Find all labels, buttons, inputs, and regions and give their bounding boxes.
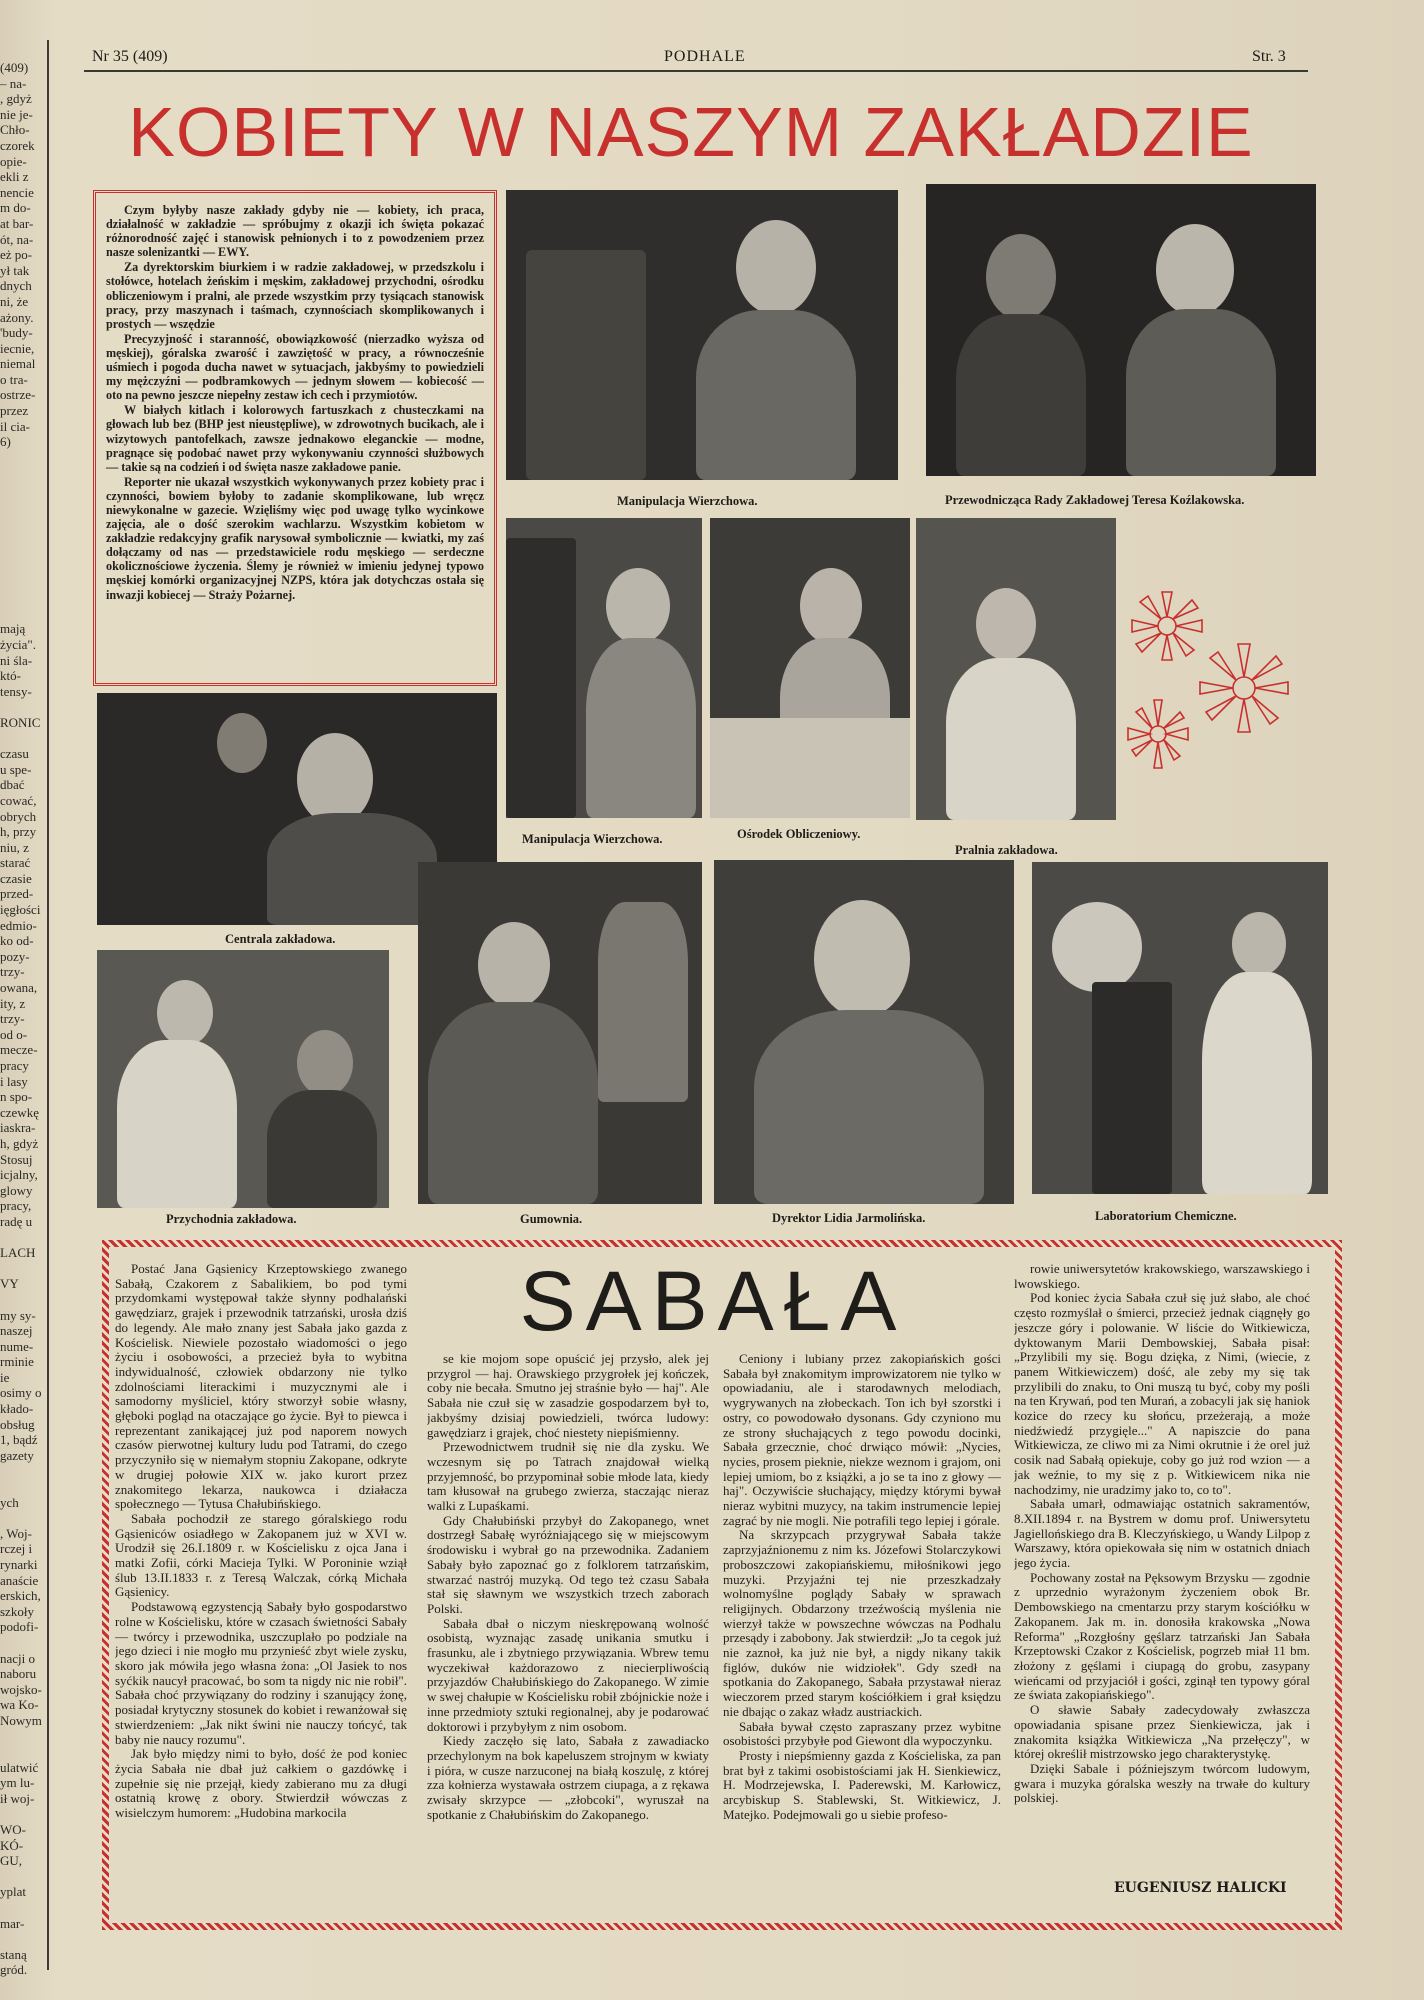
sabala-column-3 (723, 1352, 1001, 1908)
sabala-column-1 (115, 1262, 407, 1907)
intro-paragraph: Reporter nie ukazał wszystkich wykonywanych przez kobiety prac i czynności, bowiem byłoby to zadanie skomplikowane, lub wręcz niewykonalne w gazecie. Wzięliśmy więc pod uwagę tylko wycinkowe zajęcia, ale o dość szerokim wachlarzu. Wszystkim kobietom w zakładzie redakcyjny grafik narysował symbolicznie — kwiatki, my zaś dołączamy od nas — przedstawiciele rodu męskiego — serdeczne okolicznościowe życzenia. Ślemy je również w imieniu jedynej typowo męskiej komórki organizacyjnej NZPS, która jak dotychczas ostała się inwazji kobiecej — Straży Pożarnej. (106, 474, 484, 602)
intro-paragraph: Za dyrektorskim biurkiem i w radzie zakładowej, w przedszkolu i stołówce, hotelach żeńskim i męskim, zakładowej przychodni, ośrodku obliczeniowym i pralni, ale przede wszystkim przy tysiącach stanowisk pracy, przy maszynach i taśmach, czynnościach skomplikowanych i prostych — wszędzie (106, 260, 484, 331)
headline: KOBIETY W NASZYM ZAKŁADZIE (128, 93, 1254, 171)
intro-paragraph: W białych kitlach i kolorowych fartuszkach z chusteczkami na głowach lub bez (BHP jest nieustępliwe), w zdrowotnych bucikach, ale i wizytowych pantofelkach, zawsze jednakowo eleganckie — modne, pragnące się podobać nawet przy wykonywaniu czynności służbowych — takie są na codzień i od święta nasze zakładowe panie. (106, 403, 484, 474)
photo-przychodnia (97, 950, 389, 1208)
intro-paragraph: Czym byłyby nasze zakłady gdyby nie — kobiety, ich praca, działalność w zakładzie — spróbujmy z okazji ich święta pokazać różnorodność zajęć i stanowisk pełnionych i to z powodzeniem przez nasze solenizantki — EWY. (106, 203, 484, 260)
photo-osrodek (710, 518, 910, 818)
article-paragraph: Sabała dbał o niczym nieskrępowaną wolność osobistą, wyznając zasadę unikania smutku i frasunku, ale i zbytniego przywiązania. Wbrew temu wyczekiwał każdorazowo z niecierpliwością przyjazdów Chałubińskiego do Zakopanego. W zimie w swej chałupie w Kościelisku robił zbójnickie noże i inne przedmioty sztuki regionalnej, aby je podarować doktorowi i przybyłym z nim osobom. (427, 1615, 709, 1734)
article-paragraph: Prosty i niepśmienny gazda z Kościeliska, za pan brat był z takimi osobistościami jak H. Sienkiewicz, H. Modrzejewska, I. Paderewski, M. Karłowicz, arcybiskup S. Stablewski, St. Witkiewicz, J. Matejko. Podejmowali go u siebie profeso- (723, 1747, 1001, 1822)
caption-przewodniczaca: Przewodnicząca Rady Zakładowej Teresa Koźlakowska. (945, 493, 1245, 507)
caption-gumownia: Gumownia. (520, 1212, 583, 1226)
photo-laboratorium (1032, 862, 1328, 1194)
article-paragraph: Pod koniec życia Sabała czuł się już słabo, ale choć często rozmyślał o śmierci, przecież jednak ciągnęły go jeszcze góry i polowanie. W liście do Witkiewicza, dyktowanym Marii Dembowskiej, Sabała pisał: „Przylibili my się. Bogu dzięka, z Nimi, (wiecie, z panem Witkiewiczem) dość, ale zeby my się tak przylibili do znaku, to Oni muszą tu być, coby my pośli na ten Krywań, pod ten Murań, a zobacyli jak się haniok kozice do rzecy ku słońcu, przeżerają, a może niedźwiedź przygięle..." A napiszcie do pana Witkiewicza, ze cliwo mi za Nimi okrutnie i że orel już cosik nad Sabałą opiekuje, coby go już rod wzion — a jak weźnie, to my się z p. Witkiewicem nika nie nachodzimy, nie uradzimy jako to, co to". (1014, 1290, 1310, 1497)
article-paragraph: se kie mojom sope opuścić jej przysło, alek jej przygrol — haj. Orawskiego przygrołek jej kończek, coby nie becała. Smutno jej straśnie było — haj". Ale Sabała nie czuł się w zasadzie gospodarzem był to, jakbyśmy dzisiaj powiedzieli, twórca ludowy: gawędziarz i grajek, choć niestety niepiśmienny. (427, 1352, 709, 1440)
paper-name: PODHALE (664, 48, 746, 65)
caption-pralnia: Pralnia zakładowa. (955, 843, 1058, 857)
photo-dyrektor (714, 860, 1014, 1204)
photo-manipulacja-2 (506, 518, 702, 818)
caption-osrodek: Ośrodek Obliczeniowy. (737, 827, 861, 841)
article-paragraph: rowie uniwersytetów krakowskiego, warszawskiego i lwowskiego. (1014, 1262, 1310, 1291)
issue-number: Nr 35 (409) (92, 48, 168, 65)
sabala-column-2 (427, 1352, 709, 1908)
header-rule (84, 70, 1308, 72)
caption-dyrektor: Dyrektor Lidia Jarmolińska. (772, 1211, 926, 1225)
flower-drawing (1122, 588, 1312, 788)
article-paragraph: O sławie Sabały zadecydowały zwłaszcza opowiadania spisane przez Sienkiewicza, jak i znakomita książka Witkiewicza „Na przełęczy", w której określił mistrzowsko jego charakterystykę. (1014, 1702, 1310, 1762)
article-paragraph: Sabała bywał często zapraszany przez wybitne osobistości przybyłe pod Giewont dla wypoczynku. (723, 1718, 1001, 1749)
article-paragraph: Na skrzypcach przygrywał Sabała także zaprzyjaźnionemu z nim ks. Józefowi Stolarczykowi proboszczowi zakopiańskiemu, miłośnikowi jego muzyki. Przyjaźni tej nie przeszkadzały wolnomyślne poglądy Sabały w sprawach religijnych. Obdarzony trzeźwością myślenia nie wierzył także w powszechne wówczas na Podhalu przesądy i zabobony. Jak stwierdził: „Jo ta cegok już nie zaznoł, ka już nie był, a nigdy nikany takik figlów, duków nie widziołek". Gdy szedł na spotkania do Zakopanego, Sabała przystawał nieraz wieczorem przed starym kościółkiem i grał księdzu nie dbając o zakaz władz austriackich. (723, 1527, 1001, 1719)
article-paragraph: Podstawową egzystencją Sabały było gospodarstwo rolne w Kościelisku, które w czasach świetności Sabały — twórcy i przewodnika, uszczuplało po podziale na jego dzieci i nie mogło mu przynieść zbyt wiele zysku, skoro jak mówiła jego własna żona: „Ol Jasiek to nos syćkik naucył pracować, bo som ta nigdy nic nie robił". Sabała choć przywiązany do rodziny i szanujący żonę, posiadał krytyczny stosunek do kobiet i rewanżował się stwierdzeniem: „Jak nikt świni nie nauczy tońcyć, tak baby nie naucy rozumu". (115, 1599, 407, 1747)
article-paragraph: Jak było między nimi to było, dość że pod koniec życia Sabała nie dbał już całkiem o gazdówkę i zupełnie się nie przejął, kiedy zabierano mu za długi ostatnią krowę z obory. Stwierdził wówczas z wisielczym humorem: „Hudobina markocila (115, 1746, 407, 1821)
caption-manipulacja-1: Manipulacja Wierzchowa. (617, 494, 758, 508)
article-author: EUGENIUSZ HALICKI (1114, 1880, 1287, 1896)
article-paragraph: Pochowany został na Pęksowym Brzysku — zgodnie z uprzednio wyrażonym życzeniem obok Br. Dembowskiego na cmentarzu przy starym kościółku w Zakopanem. Jak m. in. donosiła krakowska „Nowa Reforma" „Rozgłośny gęślarz tatrzański Jan Sabała Krzeptowski Czakor z Kościelisk, pogrzeb miał 11 bm. złożony z gęślami i ciupagą do grobu, zasypany wieńcami od przyjaciół i gości, zginął ten typowy góral ze świata zakopiańskiego". (1014, 1569, 1310, 1703)
article-paragraph: Dzięki Sabale i późniejszym twórcom ludowym, gwara i muzyka góralska weszły na trwałe do kultury polskiej. (1014, 1760, 1310, 1806)
caption-przychodnia: Przychodnia zakładowa. (166, 1212, 297, 1226)
intro-box (93, 190, 497, 686)
article-paragraph: Kiedy zaczęło się lato, Sabała z zawadiacko przechylonym na bok kapeluszem strojnym w kwiaty i pióra, w cusze narzuconej na białą koszulę, z której zza kołnierza wystawała ostrzem ciupaga, a z rękawa zwisały skrzypce — „złobcoki", wyruszał na spotkanie z Chałubińskim do Zakopanego. (427, 1733, 709, 1822)
article-paragraph: Sabała pochodził ze starego góralskiego rodu Gąsieniców osiadłego w Zakopanem już w XVI w. Urodził się 26.I.1809 r. w Kościelisku z ojca Jana i matki Zofii, córki Macieja Tylki. W Poroninie wziął ślub 13.II.1833 r. z Teresą Walczak, córką Michała Gąsienicy. (115, 1510, 407, 1600)
sabala-column-4 (1014, 1262, 1310, 1874)
photo-pralnia (916, 518, 1116, 820)
article-paragraph: Sabała umarł, odmawiając ostatnich sakramentów, 8.XII.1894 r. na Bystrem w domu prof. Uniwersytetu Jagiellońskiego dra B. Kleczyńskiego, u Wandy Lilpop z Warszawy, która opiekowała się nim w ostatnich dniach jego życia. (1014, 1496, 1310, 1571)
article-paragraph: Gdy Chałubiński przybył do Zakopanego, wnet dostrzegł Sabałę wyróżniającego się w miejscowym środowisku i wybrał go na przewodnika. Zadaniem Sabały było zapoznać go z folklorem tatrzańskim, stwarzać nastrój muzyką. Od tego też czasu Sabała stał się sławnym we wszystkich trzech zaborach Polski. (427, 1512, 709, 1616)
gutter-rule (47, 40, 49, 1970)
caption-manipulacja-2: Manipulacja Wierzchowa. (522, 832, 663, 846)
article-paragraph: Ceniony i lubiany przez zakopiańskich gości Sabała był znakomitym improwizatorem nie tylko w opowiadaniu, ale i starodawnych melodiach, wygrywanych na złobeckach. Ton ich był szorstki i ostry, co powodowało dysonans. Gdy czyniono mu ze strony słuchających z tego powodu docinki, Sabała grzecznie, choć drwiąco mówił: „Nycies, nycies, prosem pieknie, niekze weznom i grajom, oni lepiej umiom, bo z książki, a jo se ta ino z głowy — haj". Oczywiście słuchający, między którymi bywał nieraz wybitni muzycy, na takim instrumencie lepiej zagrać by nie mogli. Nie potrafili tego lepiej i górale. (723, 1352, 1001, 1528)
caption-laboratorium: Laboratorium Chemiczne. (1095, 1209, 1237, 1223)
photo-przewodniczaca (926, 184, 1316, 476)
page-number: Str. 3 (1252, 48, 1286, 65)
sabala-title: SABAŁA (519, 1254, 907, 1348)
photo-manipulacja-1 (506, 190, 898, 480)
article-paragraph: Postać Jana Gąsienicy Krzeptowskiego zwanego Sabałą, Czakorem z Sabalikiem, bo pod tymi przydomkami występował także słynny podhalański gawędziarz, grajek i przewodnik tatrzański, urosła dziś do legendy. Ale mało znany jest Sabała jako gazda z Kościelisk. Niewiele pozostało wiadomości o jego życiu i osobowości, a przecież była to wybitna indywidualność, człowiek obdarzony nie tylko zdolnościami literackimi i muzycznymi ale i samodorny myśliciel, który stworzył sobie własny, głęboki pogląd na otaczające go życie. Był to piewca i reprezentant zanikającej już pod naporem nowych czasów pierwotnej kultury ludu pod Tatrami, do czego przyczyniło się w niemałym stopniu Zakopane, odkryte w drugiej połowie XIX w. jako kurort przez znakomitego lekarza, naukowca i działacza społecznego — Tytusa Chałubińskiego. (115, 1262, 407, 1512)
intro-paragraph: Precyzyjność i staranność, obowiązkowość (nierzadko wyższa od męskiej), góralska zwarość i zawziętość w pracy, a równocześnie uśmiech i pogoda ducha nawet w sytuacjach, jakbyśmy to powiedzieli my mężczyźni — podbramkowych — jednym słowem — kobiecość — oto na pewno jeszcze niepełny zestaw ich cech i przymiotów. (106, 331, 484, 403)
caption-centrala: Centrala zakładowa. (225, 932, 336, 946)
left-gutter-text: (409) – na- , gdyż nie je- Chło- czorek opie- ekli z nencie m do- at bar- ót, na- eż po- ył tak dnych ni, że ażony. 'budy- iecnie, niemal o tra- ostrze- przez il cia- 6) mają życia". ni śla- któ- tensy- RONIC czasu u spe- dbać cować, obrych h, przy niu, z starać czasie przed- ięgłości edmio- ko od- pozy- trzy- owana, ity, z trzy- od o- mecze- pracy i lasy n spo- czewkę iaskra- h, gdyż Stosuj icjalny, glowy pracy, radę u LACH VY my sy- naszej nume- rminie ie osimy o kłado- obsług 1, bądź gazety ych , Woj- rczej i rynarki anaście erskich, szkoły podofi- nacji o naboru wojsko- wa Ko- Nowym ulatwić ym lu- ił woj- WO- KÓ- GU, yplat mar- staną gród. (0, 60, 42, 1978)
photo-gumownia (418, 862, 702, 1204)
article-paragraph: Przewodnictwem trudnił się nie dla zysku. We wczesnym się po Tatrach znajdował wielką przyjemność, bo przypominał sobie młode lata, kiedy tam kłusował na grubego zwierza, staczając nieraz walki z Lupaśkami. (427, 1439, 709, 1514)
